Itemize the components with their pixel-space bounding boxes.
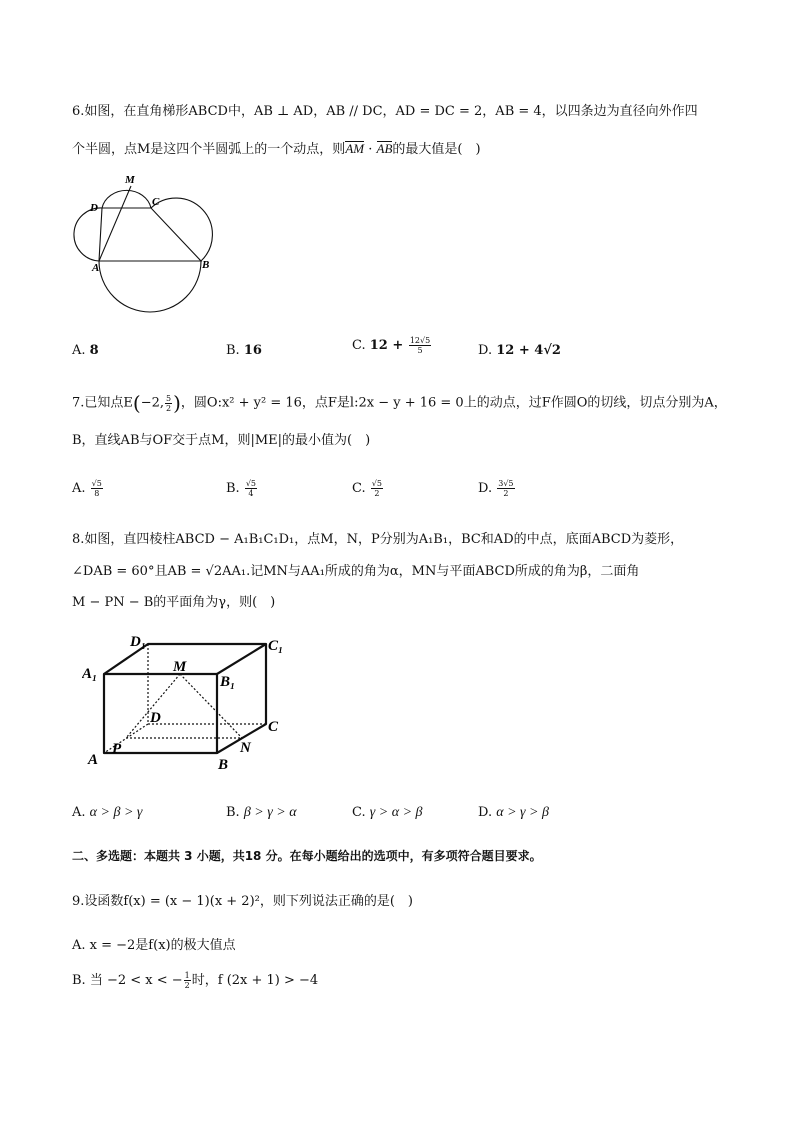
option-label: B. xyxy=(226,343,240,358)
q8-line3: M − PN − B的平面角为γ，则( ) xyxy=(72,595,276,610)
label-b: B xyxy=(202,259,210,271)
q7-option-a[interactable] xyxy=(72,479,104,499)
label-b: B xyxy=(218,757,229,773)
option-text: α > γ > β xyxy=(496,805,549,820)
q7-line1: 7.已知点E(−2, $\frac{5}{2}$ )，圆O:x² + y² = 16，点F是l:2x − y + 16 = 0上的动点，过F作圆O的切线，切点分别为A， xyxy=(72,391,727,415)
fraction: $\frac{√5}{4}$ xyxy=(245,479,257,498)
label-n: N xyxy=(240,740,251,756)
option-text: 时，f (2x + 1) > −4 xyxy=(191,973,319,988)
label-d1: D₁ xyxy=(130,634,147,650)
q7-line1-b: ，圆O:x² + y² = 16，点F是l:2x − y + 16 = 0上的动点，过F作圆O的切线，切点分别为A， xyxy=(180,395,727,411)
vector-am: AM xyxy=(345,141,365,156)
point-e-x: −2, xyxy=(140,395,165,411)
option-text: 16 xyxy=(243,343,262,358)
semicircle-dc xyxy=(102,190,151,208)
q6-figure xyxy=(72,170,222,315)
section-heading-multiple-choice: 二、多选题：本题共 3 小题，共18 分。在每小题给出的选项中，有多项符合题目要求。 xyxy=(72,849,542,863)
q7-line2: B，直线AB与OF交于点M，则|ME|的最小值为( ) xyxy=(72,433,371,448)
right-face xyxy=(217,644,266,753)
label-c: C xyxy=(268,719,279,735)
q8-figure xyxy=(82,628,292,778)
fraction: $\frac{√5}{2}$ xyxy=(371,479,382,498)
semicircle-cb xyxy=(151,198,212,261)
q6-line2-post: 的最大值是( ) xyxy=(392,142,481,157)
q7-line1-a: 7.已知点E xyxy=(72,395,133,411)
fraction: $\frac{5}{2}$ xyxy=(166,393,172,413)
label-d: D xyxy=(150,710,161,726)
option-text: B. 当 −2 < x < − xyxy=(72,973,183,988)
vector-ab: AB xyxy=(376,141,393,156)
label-a: A xyxy=(88,752,99,768)
option-label: B. xyxy=(226,481,240,496)
label-p: P xyxy=(112,741,122,757)
q6-option-a[interactable] xyxy=(72,341,99,361)
q6-option-c[interactable] xyxy=(352,336,432,356)
fraction: $\frac{1}{2}$ xyxy=(184,971,190,990)
option-text: β > γ > α xyxy=(243,805,297,820)
option-label: C. xyxy=(352,805,366,820)
semicircle-ad xyxy=(74,208,102,261)
option-label: D. xyxy=(478,481,493,496)
q8-line2: ∠DAB = 60°且AB = √2AA₁.记MN与AA₁所成的角为α，MN与平面ABCD所成的角为β，二面角 xyxy=(72,564,640,579)
q6-option-b[interactable] xyxy=(226,341,262,361)
option-text: 12 + xyxy=(369,338,408,353)
dot-operator: · xyxy=(364,142,377,157)
q9-option-b[interactable] xyxy=(72,971,318,991)
q6-line1: 6.如图，在直角梯形ABCD中，AB ⊥ AD，AB // DC，AD = DC = 2，AB = 4，以四条边为直径向外作四 xyxy=(72,104,698,119)
option-text: α > β > γ xyxy=(89,805,143,820)
label-a: A xyxy=(92,262,100,274)
label-c: C xyxy=(152,196,160,208)
option-label: D. xyxy=(478,805,493,820)
label-b1: B₁ xyxy=(220,674,236,690)
q8-option-b[interactable] xyxy=(226,803,297,823)
option-label: D. xyxy=(478,343,493,358)
trapezoid-abcd xyxy=(99,208,201,261)
fraction: $\frac{3√5}{2}$ xyxy=(498,479,514,498)
q8-option-a[interactable] xyxy=(72,803,142,823)
label-c1: C₁ xyxy=(268,638,284,654)
option-text: γ > α > β xyxy=(369,805,423,820)
option-label: B. xyxy=(226,805,240,820)
q9-option-a[interactable]: A. x = −2是f(x)的极大值点 xyxy=(72,938,236,953)
q7-option-c[interactable] xyxy=(352,479,384,499)
q9-line1: 9.设函数f(x) = (x − 1)(x + 2)²，则下列说法正确的是( ) xyxy=(72,894,414,909)
q8-option-d[interactable] xyxy=(478,803,549,823)
fraction: $\frac{12√5}{5}$ xyxy=(409,336,431,355)
fraction: $\frac{√5}{8}$ xyxy=(91,479,102,498)
option-label: A. xyxy=(72,805,86,820)
q6-line2 xyxy=(72,140,481,160)
q6-option-d[interactable] xyxy=(478,341,561,361)
label-m: M xyxy=(173,659,187,675)
q7-option-d[interactable] xyxy=(478,479,516,499)
q8-line1: 8.如图，直四棱柱ABCD − A₁B₁C₁D₁，点M，N，P分别为A₁B₁，BC和AD的中点，底面ABCD为菱形， xyxy=(72,532,684,547)
semicircle-ab xyxy=(99,261,201,312)
option-text: 8 xyxy=(89,343,99,358)
option-label: C. xyxy=(352,338,366,353)
label-d: D xyxy=(90,202,98,214)
segment-mp xyxy=(126,674,180,738)
q8-option-c[interactable] xyxy=(352,803,423,823)
label-a1: A₁ xyxy=(82,666,98,682)
option-text: 12 + 4√2 xyxy=(496,343,561,358)
option-label: C. xyxy=(352,481,366,496)
segment-am xyxy=(99,186,131,261)
option-label: A. xyxy=(72,343,86,358)
q6-line2-pre: 个半圆，点M是这四个半圆弧上的一个动点，则 xyxy=(72,142,346,157)
option-label: A. xyxy=(72,481,86,496)
label-m: M xyxy=(125,174,135,186)
q7-option-b[interactable] xyxy=(226,479,258,499)
